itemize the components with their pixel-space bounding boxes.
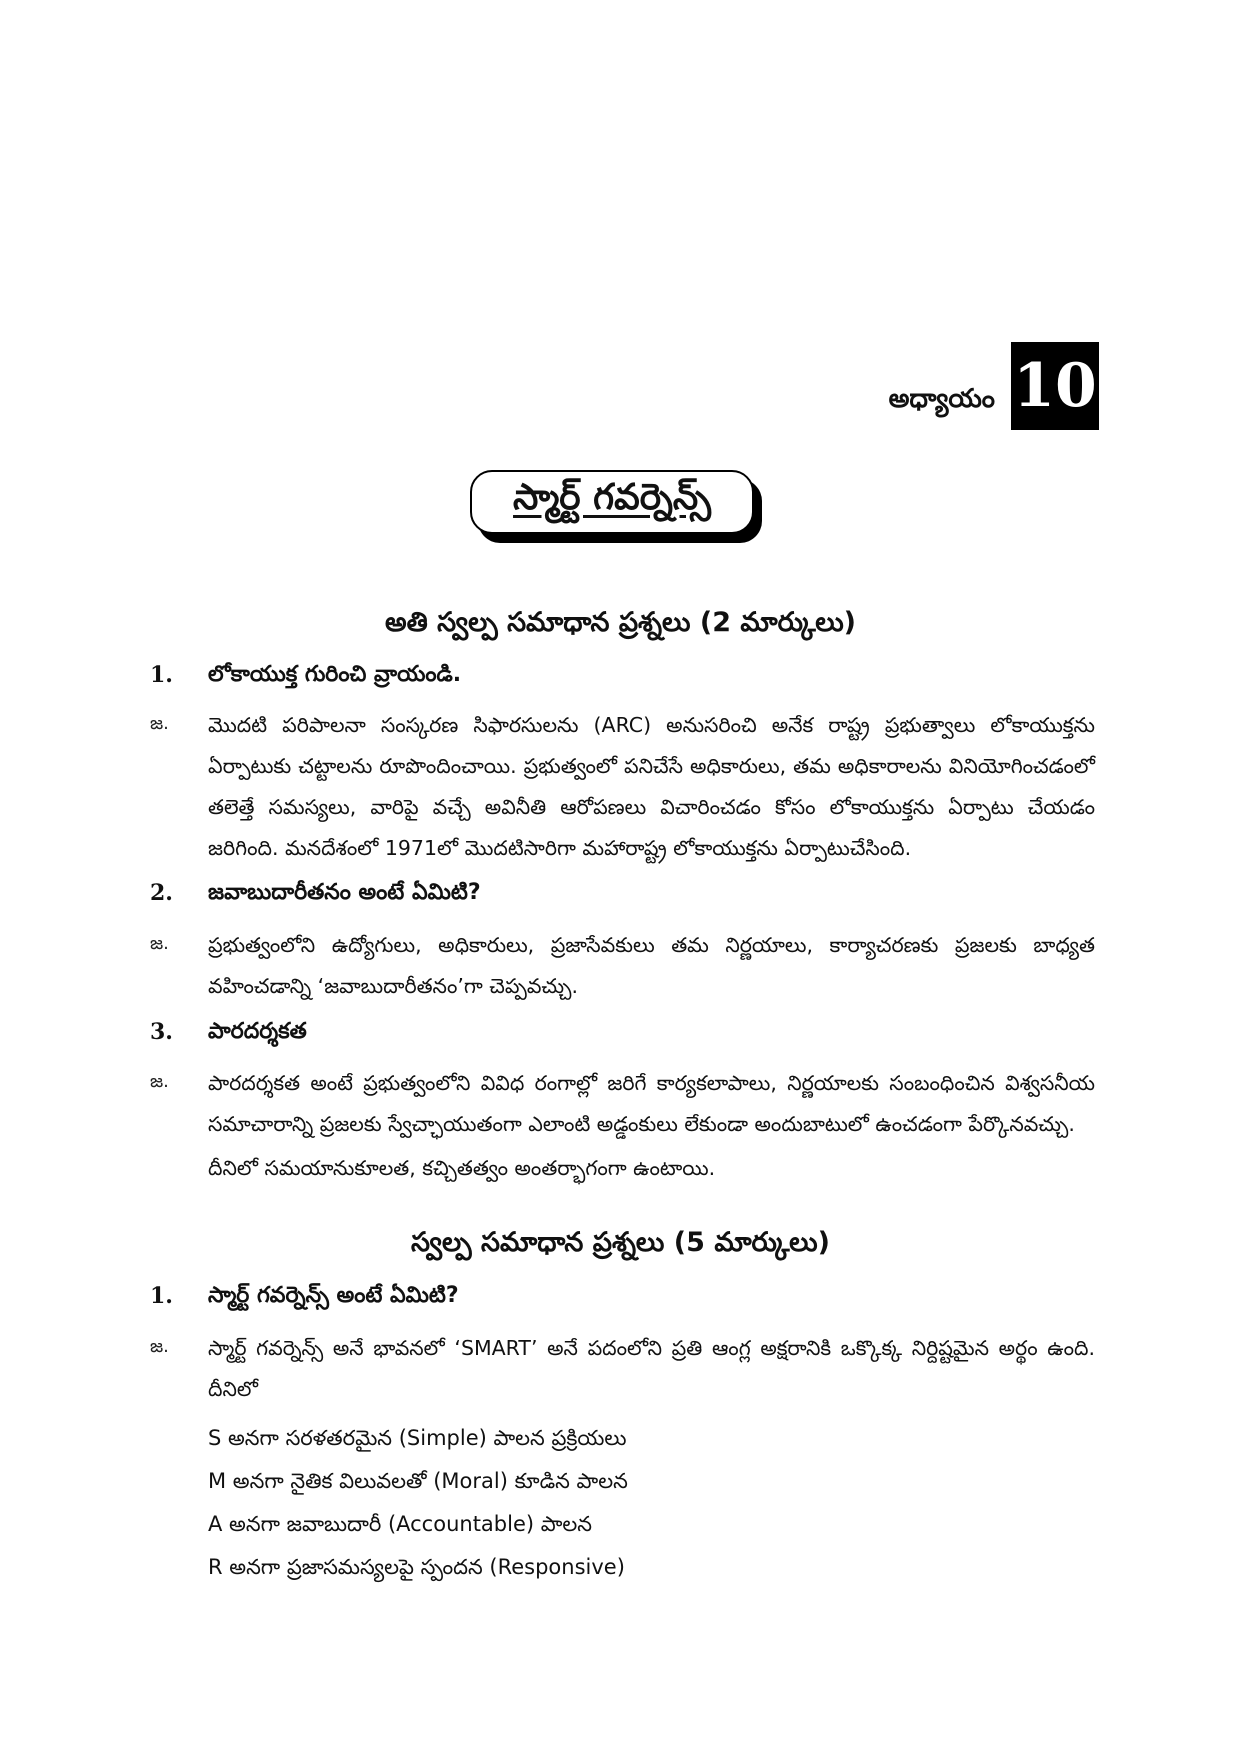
chapter-number: 10 (1013, 351, 1097, 421)
answer-text: పారదర్శకత అంటే ప్రభుత్వంలోని వివిధ రంగాల్లో జరిగే కార్యకలాపాలు, నిర్ణయాలకు సంబంధించిన విశ్వసనీయ సమాచారాన్ని ప్రజలకు స్వేచ్ఛాయుతంగా ఎలాంటి అడ్డంకులు లేకుండా అందుబాటులో ఉంచడంగా పేర్కొనవచ్చు. (208, 1071, 1095, 1136)
question-number: 1. (150, 662, 173, 688)
question-text: లోకాయుక్త గురించి వ్రాయండి. (208, 662, 462, 687)
answer-marker: జ. (150, 933, 169, 954)
chapter-title-frame (470, 470, 762, 542)
answer-block-2 (150, 925, 1095, 1007)
answer-text: ప్రభుత్వంలోని ఉద్యోగులు, అధికారులు, ప్రజాసేవకులు తమ నిర్ణయాలు, కార్యాచరణకు ప్రజలకు బాధ్యత వహించడాన్ని ‘జవాబుదారీతనం’గా చెప్పవచ్చు. (208, 933, 1095, 998)
question-block-2 (150, 880, 1095, 910)
list-item: S అనగా సరళతరమైన (Simple) పాలన ప్రక్రియలు (208, 1426, 627, 1450)
answer-block-5m-1 (150, 1328, 1095, 1410)
list-item: M అనగా నైతిక విలువలతో (Moral) కూడిన పాలన (208, 1469, 628, 1493)
question-number: 3. (150, 1019, 173, 1045)
answer-marker: జ. (150, 713, 169, 734)
answer-text: స్మార్ట్ గవర్నెన్స్ అనే భావనలో ‘SMART’ అనే పదంలోని ప్రతి ఆంగ్ల అక్షరానికి ఒక్కొక్క నిర్దిష్టమైన అర్థం ఉంది. దీనిలో (208, 1336, 1095, 1401)
section-heading-2-marks: అతి స్వల్ప సమాధాన ప్రశ్నలు (2 మార్కులు) (384, 607, 857, 638)
question-text: పారదర్శకత (208, 1019, 307, 1044)
chapter-label: అధ్యాయం (888, 384, 995, 414)
chapter-title: స్మార్ట్ గవర్నెన్స్ (470, 470, 754, 534)
question-block-3 (150, 1019, 1095, 1049)
answer-text: మొదటి పరిపాలనా సంస్కరణ సిఫారసులను (ARC) అనుసరించి అనేక రాష్ట్ర ప్రభుత్వాలు లోకాయుక్తను ఏర్పాటుకు చట్టాలను రూపొందించాయి. ప్రభుత్వంలో పనిచేసే అధికారులు, తమ అధికారాలను వినియోగించడంలో తలెత్తే సమస్యలు, వారిపై వచ్చే అవినీతి ఆరోపణలు విచారించడం కోసం లోకాయుక్తను ఏర్పాటు చేయడం జరిగింది. మనదేశంలో 1971లో మొదటిసారిగా మహారాష్ట్ర లోకాయుక్తను ఏర్పాటుచేసింది. (208, 713, 1095, 860)
smart-acronym-list (208, 1417, 1088, 1589)
question-text: స్మార్ట్ గవర్నెన్స్ అంటే ఏమిటి? (208, 1283, 459, 1308)
answer-extra-text: దీనిలో సమయానుకూలత, కచ్చితత్వం అంతర్భాగంగా ఉంటాయి. (208, 1156, 716, 1180)
question-number: 1. (150, 1283, 173, 1309)
answer-marker: జ. (150, 1071, 169, 1092)
question-number: 2. (150, 880, 173, 906)
question-block-5m-1 (150, 1283, 1095, 1313)
answer-block-3 (150, 1063, 1095, 1189)
answer-marker: జ. (150, 1336, 169, 1357)
chapter-header (889, 342, 1099, 430)
chapter-number-box (1011, 342, 1099, 430)
list-item: A అనగా జవాబుదారీ (Accountable) పాలన (208, 1512, 593, 1536)
list-item: R అనగా ప్రజాసమస్యలపై స్పందన (Responsive) (208, 1555, 625, 1579)
section-heading-5-marks: స్వల్ప సమాధాన ప్రశ్నలు (5 మార్కులు) (411, 1227, 830, 1258)
question-block-1 (150, 662, 1095, 692)
answer-block-1 (150, 705, 1095, 869)
question-text: జవాబుదారీతనం అంటే ఏమిటి? (208, 880, 481, 905)
